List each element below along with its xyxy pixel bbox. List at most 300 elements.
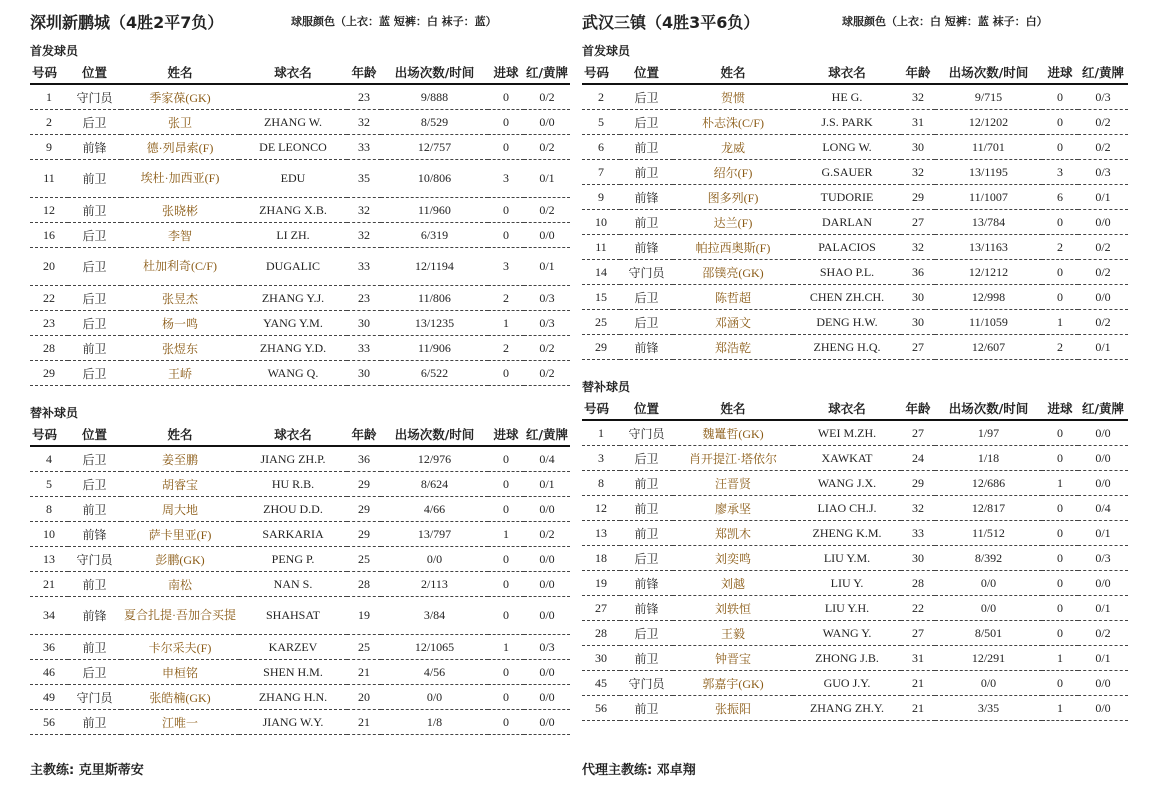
player-cards: 0/3 xyxy=(1078,84,1128,110)
player-cards: 0/0 xyxy=(524,685,570,710)
col-header-shirt-name: 球衣名 xyxy=(793,61,901,84)
player-row xyxy=(582,671,1128,696)
player-position: 前卫 xyxy=(68,572,121,597)
player-goals: 0 xyxy=(488,84,524,110)
col-header-appearances: 出场次数/时间 xyxy=(935,397,1042,420)
player-goals: 3 xyxy=(488,248,524,286)
player-position: 后卫 xyxy=(68,311,121,336)
player-goals: 0 xyxy=(1042,135,1078,160)
player-number: 6 xyxy=(582,135,620,160)
player-appearances: 9/715 xyxy=(935,84,1042,110)
player-row xyxy=(582,420,1128,446)
player-row xyxy=(30,547,570,572)
player-goals: 0 xyxy=(1042,671,1078,696)
player-position: 后卫 xyxy=(68,286,121,311)
player-cards: 0/2 xyxy=(524,361,570,386)
player-shirt-name: LONG W. xyxy=(793,135,901,160)
player-shirt-name: DARLAN xyxy=(793,210,901,235)
player-number: 29 xyxy=(582,335,620,360)
player-row xyxy=(30,336,570,361)
player-name: 张晓彬 xyxy=(121,198,239,223)
player-age: 23 xyxy=(347,286,381,311)
player-number: 2 xyxy=(582,84,620,110)
col-header-shirt-name: 球衣名 xyxy=(239,423,347,446)
player-appearances: 13/1163 xyxy=(935,235,1042,260)
player-number: 5 xyxy=(582,110,620,135)
player-appearances: 13/797 xyxy=(381,522,488,547)
player-row xyxy=(582,496,1128,521)
player-shirt-name: EDU xyxy=(239,160,347,198)
player-number: 49 xyxy=(30,685,68,710)
player-number: 21 xyxy=(30,572,68,597)
col-header-appearances: 出场次数/时间 xyxy=(935,61,1042,84)
player-appearances: 13/1235 xyxy=(381,311,488,336)
player-appearances: 8/624 xyxy=(381,472,488,497)
player-name: 王毅 xyxy=(673,621,793,646)
player-appearances: 12/976 xyxy=(381,446,488,472)
player-position: 前卫 xyxy=(620,210,673,235)
team-header xyxy=(30,8,570,32)
player-cards: 0/3 xyxy=(1078,546,1128,571)
player-row xyxy=(30,361,570,386)
player-position: 前锋 xyxy=(68,522,121,547)
player-position: 后卫 xyxy=(620,310,673,335)
player-goals: 3 xyxy=(488,160,524,198)
player-number: 2 xyxy=(30,110,68,135)
player-age: 27 xyxy=(901,335,935,360)
player-row xyxy=(30,135,570,160)
player-row xyxy=(30,635,570,660)
player-name: 汪晋贤 xyxy=(673,471,793,496)
player-shirt-name: WANG J.X. xyxy=(793,471,901,496)
player-age: 32 xyxy=(901,496,935,521)
player-cards: 0/0 xyxy=(524,572,570,597)
player-goals: 1 xyxy=(1042,310,1078,335)
player-shirt-name: HE G. xyxy=(793,84,901,110)
player-appearances: 11/701 xyxy=(935,135,1042,160)
player-position: 前卫 xyxy=(620,521,673,546)
player-name: 季家葆(GK) xyxy=(121,84,239,110)
player-age: 25 xyxy=(347,635,381,660)
col-header-shirt-name: 球衣名 xyxy=(793,397,901,420)
player-age: 30 xyxy=(901,546,935,571)
player-shirt-name: JIANG ZH.P. xyxy=(239,446,347,472)
player-name: 钟晋宝 xyxy=(673,646,793,671)
player-goals: 0 xyxy=(488,446,524,472)
player-row xyxy=(582,310,1128,335)
player-cards: 0/0 xyxy=(1078,446,1128,471)
player-name: 朴志洙(C/F) xyxy=(673,110,793,135)
player-row xyxy=(30,522,570,547)
player-name: 南松 xyxy=(121,572,239,597)
player-goals: 0 xyxy=(488,361,524,386)
player-name: 周大地 xyxy=(121,497,239,522)
player-position: 前卫 xyxy=(620,135,673,160)
player-appearances: 12/1212 xyxy=(935,260,1042,285)
player-age: 22 xyxy=(901,596,935,621)
player-number: 9 xyxy=(582,185,620,210)
player-age: 29 xyxy=(347,472,381,497)
player-age: 21 xyxy=(901,671,935,696)
player-goals: 1 xyxy=(488,522,524,547)
player-goals: 0 xyxy=(1042,420,1078,446)
player-name: 郑浩乾 xyxy=(673,335,793,360)
player-number: 3 xyxy=(582,446,620,471)
player-goals: 2 xyxy=(1042,335,1078,360)
head-coach-home: 主教练: 克里斯蒂安 xyxy=(30,763,144,778)
starters-table xyxy=(582,61,1128,360)
player-position: 守门员 xyxy=(620,260,673,285)
player-age: 29 xyxy=(901,185,935,210)
player-row xyxy=(582,135,1128,160)
player-position: 前卫 xyxy=(620,160,673,185)
team-panel-home xyxy=(30,8,570,735)
player-name: 邓涵文 xyxy=(673,310,793,335)
player-row xyxy=(582,596,1128,621)
player-row xyxy=(30,660,570,685)
col-header-age: 年龄 xyxy=(347,61,381,84)
player-shirt-name: DUGALIC xyxy=(239,248,347,286)
head-coach-away: 代理主教练: 邓卓翔 xyxy=(582,763,696,778)
player-appearances: 0/0 xyxy=(381,547,488,572)
player-appearances: 1/8 xyxy=(381,710,488,735)
kit-colors: 球服颜色（上衣：白 短裤：蓝 袜子：白） xyxy=(842,15,1048,28)
player-cards: 0/0 xyxy=(1078,210,1128,235)
player-position: 后卫 xyxy=(68,110,121,135)
col-header-cards: 红/黄牌 xyxy=(1078,61,1128,84)
player-position: 前锋 xyxy=(620,335,673,360)
player-age: 33 xyxy=(901,521,935,546)
player-number: 28 xyxy=(582,621,620,646)
player-age: 27 xyxy=(901,621,935,646)
player-goals: 3 xyxy=(1042,160,1078,185)
player-appearances: 12/291 xyxy=(935,646,1042,671)
player-goals: 0 xyxy=(1042,496,1078,521)
player-number: 12 xyxy=(582,496,620,521)
player-age: 36 xyxy=(347,446,381,472)
player-number: 19 xyxy=(582,571,620,596)
player-shirt-name: J.S. PARK xyxy=(793,110,901,135)
player-goals: 0 xyxy=(488,223,524,248)
player-position: 后卫 xyxy=(68,361,121,386)
player-row xyxy=(30,472,570,497)
player-shirt-name: SHAHSAT xyxy=(239,597,347,635)
player-name: 肖开提江·塔依尔 xyxy=(673,446,793,471)
player-cards: 0/4 xyxy=(524,446,570,472)
player-appearances: 11/512 xyxy=(935,521,1042,546)
player-shirt-name xyxy=(239,84,347,110)
player-appearances: 6/522 xyxy=(381,361,488,386)
player-number: 30 xyxy=(582,646,620,671)
player-cards: 0/0 xyxy=(524,660,570,685)
player-shirt-name: LIU Y.H. xyxy=(793,596,901,621)
player-number: 5 xyxy=(30,472,68,497)
player-appearances: 0/0 xyxy=(935,571,1042,596)
starters-table xyxy=(30,61,570,386)
player-name: 王峤 xyxy=(121,361,239,386)
player-position: 前卫 xyxy=(620,646,673,671)
player-appearances: 1/18 xyxy=(935,446,1042,471)
player-shirt-name: ZHONG J.B. xyxy=(793,646,901,671)
player-name: 邵镤亮(GK) xyxy=(673,260,793,285)
team-panel-away xyxy=(582,8,1128,721)
player-goals: 0 xyxy=(488,198,524,223)
player-position: 后卫 xyxy=(68,472,121,497)
player-goals: 0 xyxy=(1042,446,1078,471)
player-position: 后卫 xyxy=(620,110,673,135)
player-number: 29 xyxy=(30,361,68,386)
table-header-row xyxy=(582,61,1128,84)
player-shirt-name: HU R.B. xyxy=(239,472,347,497)
player-number: 10 xyxy=(30,522,68,547)
player-row xyxy=(30,597,570,635)
player-position: 前卫 xyxy=(620,496,673,521)
player-cards: 0/0 xyxy=(524,223,570,248)
player-cards: 0/3 xyxy=(524,311,570,336)
player-cards: 0/2 xyxy=(524,336,570,361)
player-cards: 0/1 xyxy=(524,248,570,286)
player-cards: 0/0 xyxy=(1078,696,1128,721)
player-name: 张卫 xyxy=(121,110,239,135)
player-appearances: 10/806 xyxy=(381,160,488,198)
player-name: 杨一鸣 xyxy=(121,311,239,336)
player-number: 1 xyxy=(582,420,620,446)
table-header-row xyxy=(30,423,570,446)
player-cards: 0/0 xyxy=(1078,420,1128,446)
player-row xyxy=(30,160,570,198)
player-appearances: 3/35 xyxy=(935,696,1042,721)
player-position: 前卫 xyxy=(620,471,673,496)
player-age: 32 xyxy=(347,110,381,135)
player-row xyxy=(30,497,570,522)
player-number: 56 xyxy=(30,710,68,735)
player-appearances: 0/0 xyxy=(381,685,488,710)
subs-heading: 替补球员 xyxy=(582,380,631,394)
player-age: 33 xyxy=(347,248,381,286)
col-header-cards: 红/黄牌 xyxy=(524,61,570,84)
player-age: 32 xyxy=(347,198,381,223)
player-age: 23 xyxy=(347,84,381,110)
player-shirt-name: JIANG W.Y. xyxy=(239,710,347,735)
player-goals: 1 xyxy=(1042,646,1078,671)
player-number: 56 xyxy=(582,696,620,721)
player-name: 绍尔(F) xyxy=(673,160,793,185)
player-row xyxy=(582,235,1128,260)
player-shirt-name: WANG Y. xyxy=(793,621,901,646)
col-header-age: 年龄 xyxy=(347,423,381,446)
player-cards: 0/1 xyxy=(524,472,570,497)
player-row xyxy=(582,210,1128,235)
player-goals: 0 xyxy=(488,497,524,522)
player-age: 29 xyxy=(347,497,381,522)
player-row xyxy=(582,185,1128,210)
player-age: 28 xyxy=(347,572,381,597)
player-row xyxy=(582,696,1128,721)
kit-colors: 球服颜色（上衣：蓝 短裤：白 袜子：蓝） xyxy=(291,15,497,28)
player-goals: 0 xyxy=(488,710,524,735)
player-name: 陈哲超 xyxy=(673,285,793,310)
player-goals: 0 xyxy=(488,547,524,572)
player-goals: 1 xyxy=(1042,696,1078,721)
player-row xyxy=(582,521,1128,546)
player-appearances: 9/888 xyxy=(381,84,488,110)
player-cards: 0/2 xyxy=(524,84,570,110)
player-number: 8 xyxy=(30,497,68,522)
player-cards: 0/2 xyxy=(524,135,570,160)
player-row xyxy=(582,546,1128,571)
col-header-cards: 红/黄牌 xyxy=(524,423,570,446)
player-cards: 0/1 xyxy=(1078,646,1128,671)
player-cards: 0/2 xyxy=(1078,235,1128,260)
player-cards: 0/0 xyxy=(524,710,570,735)
player-name: 帕拉西奥斯(F) xyxy=(673,235,793,260)
player-row xyxy=(30,84,570,110)
player-row xyxy=(30,286,570,311)
player-appearances: 11/806 xyxy=(381,286,488,311)
player-row xyxy=(582,646,1128,671)
player-shirt-name: ZHANG W. xyxy=(239,110,347,135)
player-appearances: 12/1202 xyxy=(935,110,1042,135)
col-header-position: 位置 xyxy=(620,397,673,420)
player-position: 后卫 xyxy=(620,621,673,646)
col-header-age: 年龄 xyxy=(901,61,935,84)
player-name: 廖承坚 xyxy=(673,496,793,521)
player-name: 江唯一 xyxy=(121,710,239,735)
player-appearances: 6/319 xyxy=(381,223,488,248)
player-number: 7 xyxy=(582,160,620,185)
player-position: 守门员 xyxy=(68,685,121,710)
player-number: 13 xyxy=(30,547,68,572)
player-age: 35 xyxy=(347,160,381,198)
player-shirt-name: ZHENG K.M. xyxy=(793,521,901,546)
player-number: 23 xyxy=(30,311,68,336)
player-age: 29 xyxy=(901,471,935,496)
player-name: 刘奕鸣 xyxy=(673,546,793,571)
player-number: 25 xyxy=(582,310,620,335)
player-number: 22 xyxy=(30,286,68,311)
player-cards: 0/0 xyxy=(524,547,570,572)
col-header-position: 位置 xyxy=(68,61,121,84)
player-number: 45 xyxy=(582,671,620,696)
player-shirt-name: TUDORIE xyxy=(793,185,901,210)
player-name: 达兰(F) xyxy=(673,210,793,235)
table-header-row xyxy=(582,397,1128,420)
col-header-cards: 红/黄牌 xyxy=(1078,397,1128,420)
player-shirt-name: LIAO CH.J. xyxy=(793,496,901,521)
subs-heading: 替补球员 xyxy=(30,406,79,420)
player-age: 27 xyxy=(901,210,935,235)
player-row xyxy=(30,110,570,135)
player-number: 46 xyxy=(30,660,68,685)
col-header-number: 号码 xyxy=(582,61,620,84)
player-position: 后卫 xyxy=(68,223,121,248)
player-name: 姜至鹏 xyxy=(121,446,239,472)
player-position: 守门员 xyxy=(68,547,121,572)
player-number: 11 xyxy=(30,160,68,198)
player-position: 前锋 xyxy=(620,235,673,260)
player-row xyxy=(582,471,1128,496)
player-goals: 0 xyxy=(1042,84,1078,110)
player-appearances: 12/817 xyxy=(935,496,1042,521)
player-position: 前卫 xyxy=(620,696,673,721)
player-goals: 0 xyxy=(1042,110,1078,135)
player-goals: 0 xyxy=(488,660,524,685)
player-age: 32 xyxy=(347,223,381,248)
player-name: 刘轶恒 xyxy=(673,596,793,621)
player-appearances: 8/529 xyxy=(381,110,488,135)
player-cards: 0/3 xyxy=(524,286,570,311)
player-name: 张振阳 xyxy=(673,696,793,721)
player-shirt-name: LIU Y. xyxy=(793,571,901,596)
player-number: 34 xyxy=(30,597,68,635)
player-number: 9 xyxy=(30,135,68,160)
player-goals: 0 xyxy=(488,472,524,497)
col-header-position: 位置 xyxy=(68,423,121,446)
player-goals: 0 xyxy=(1042,210,1078,235)
player-age: 21 xyxy=(347,660,381,685)
player-position: 前卫 xyxy=(68,160,121,198)
col-header-name: 姓名 xyxy=(673,61,793,84)
player-age: 24 xyxy=(901,446,935,471)
player-age: 30 xyxy=(901,285,935,310)
player-name: 卡尔采夫(F) xyxy=(121,635,239,660)
player-age: 32 xyxy=(901,84,935,110)
player-appearances: 8/392 xyxy=(935,546,1042,571)
team-header xyxy=(582,8,1128,32)
col-header-goals: 进球 xyxy=(1042,61,1078,84)
player-age: 27 xyxy=(901,420,935,446)
player-row xyxy=(582,446,1128,471)
player-appearances: 12/1194 xyxy=(381,248,488,286)
player-cards: 0/4 xyxy=(1078,496,1128,521)
player-shirt-name: ZHANG Y.D. xyxy=(239,336,347,361)
player-shirt-name: ZHANG H.N. xyxy=(239,685,347,710)
player-shirt-name: ZHANG Y.J. xyxy=(239,286,347,311)
col-header-shirt-name: 球衣名 xyxy=(239,61,347,84)
col-header-age: 年龄 xyxy=(901,397,935,420)
player-shirt-name: YANG Y.M. xyxy=(239,311,347,336)
player-appearances: 8/501 xyxy=(935,621,1042,646)
player-position: 后卫 xyxy=(620,285,673,310)
table-header-row xyxy=(30,61,570,84)
player-name: 萨卡里亚(F) xyxy=(121,522,239,547)
starters-heading: 首发球员 xyxy=(30,44,79,58)
player-appearances: 11/906 xyxy=(381,336,488,361)
player-appearances: 12/607 xyxy=(935,335,1042,360)
player-appearances: 4/56 xyxy=(381,660,488,685)
player-name: 郭嘉宇(GK) xyxy=(673,671,793,696)
player-name: 张昱杰 xyxy=(121,286,239,311)
player-cards: 0/2 xyxy=(1078,310,1128,335)
col-header-name: 姓名 xyxy=(121,61,239,84)
player-number: 10 xyxy=(582,210,620,235)
player-number: 14 xyxy=(582,260,620,285)
player-row xyxy=(582,571,1128,596)
player-shirt-name: GUO J.Y. xyxy=(793,671,901,696)
player-name: 德·列昂索(F) xyxy=(121,135,239,160)
col-header-goals: 进球 xyxy=(488,423,524,446)
player-name: 埃杜·加西亚(F) xyxy=(121,160,239,198)
col-header-goals: 进球 xyxy=(1042,397,1078,420)
player-age: 20 xyxy=(347,685,381,710)
player-goals: 0 xyxy=(1042,571,1078,596)
player-appearances: 12/998 xyxy=(935,285,1042,310)
player-appearances: 12/1065 xyxy=(381,635,488,660)
player-shirt-name: DE LEONCO xyxy=(239,135,347,160)
player-position: 后卫 xyxy=(620,546,673,571)
player-shirt-name: SHAO P.L. xyxy=(793,260,901,285)
player-shirt-name: SARKARIA xyxy=(239,522,347,547)
